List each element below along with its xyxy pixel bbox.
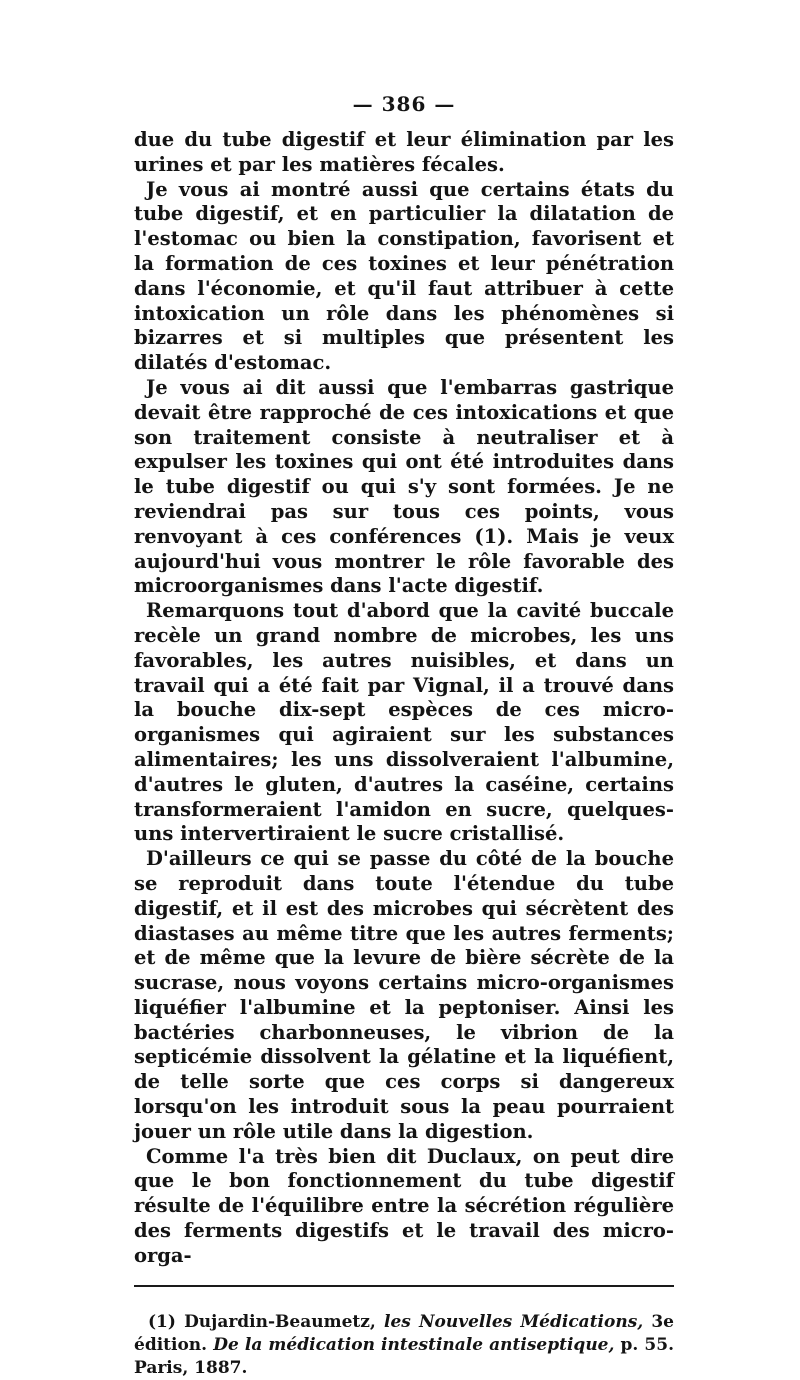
paragraph-duclaux: Comme l'a très bien dit Duclaux, on peut dire que le bon fonctionnement du tube digestif résulte de l'équilibre entre la sécrétion régulière des ferments digestifs et le travail des micro-orga- xyxy=(134,1144,674,1267)
footnote-marker: (1) xyxy=(148,1311,176,1332)
paragraph-constipation: Je vous ai montré aussi que certains états du tube digestif, et en particulier la dilatation de l'estomac ou bien la constipation, favorisent et la formation de ces toxines et leur pénétration dans l'économie, et qu'il faut attribuer à cette intoxication un rôle dans les phénomènes si bizarres et si multiples que présentent les dilatés d'estomac. xyxy=(134,177,674,375)
footnote-divider xyxy=(134,1285,674,1287)
footnote xyxy=(134,1311,674,1380)
footnote-subtitle: De la médication intestinale antiseptique, xyxy=(213,1334,615,1355)
footnote-title: les Nouvelles Médications, xyxy=(383,1311,644,1332)
book-page xyxy=(134,92,674,1380)
paragraph-tube-digestif: D'ailleurs ce qui se passe du côté de la bouche se reproduit dans toute l'étendue du tube digestif, et il est des microbes qui sécrètent des diastases au même titre que les autres ferments; et de même que la levure de bière sécrète de la sucrase, nous voyons certains micro-organismes liquéfier l'albumine et la peptoniser. Ainsi les bactéries charbonneuses, le vibrion de la septicémie dissolvent la gélatine et la liquéfient, de telle sorte que ces corps si dangereux lorsqu'on les introduit sous la peau pourraient jouer un rôle utile dans la digestion. xyxy=(134,847,674,1143)
paragraph-continuation: due du tube digestif et leur élimination par les urines et par les matières fécales. xyxy=(134,128,674,176)
page-number: — 386 — xyxy=(352,92,456,116)
footnote-details: p. 55. Paris, 1887. xyxy=(134,1334,675,1378)
footnote-author: Dujardin-Beaumetz, xyxy=(184,1311,376,1332)
footnote-edition: 3e édition. xyxy=(134,1311,674,1355)
paragraph-embarras-gastrique: Je vous ai dit aussi que l'embarras gastrique devait être rapproché de ces intoxications et que son traitement consiste à neutraliser et à expulser les toxines qui ont été introduites dans le tube digestif ou qui s'y sont formées. Je ne reviendrai pas sur tous ces points, vous renvoyant à ces conférences (1). Mais je veux aujourd'hui vous montrer le rôle favorable des microorganismes dans l'acte digestif. xyxy=(134,375,674,598)
paragraph-cavite-buccale: Remarquons tout d'abord que la cavité buccale recèle un grand nombre de microbes, les uns favorables, les autres nuisibles, et dans un travail qui a été fait par Vignal, il a trouvé dans la bouche dix-sept espèces de ces micro-organismes qui agiraient sur les substances alimentaires; les uns dissolveraient l'albumine, d'autres le gluten, d'autres la caséine, certains transformeraient l'amidon en sucre, quelques-uns intervertiraient le sucre cristallisé. xyxy=(134,599,674,846)
